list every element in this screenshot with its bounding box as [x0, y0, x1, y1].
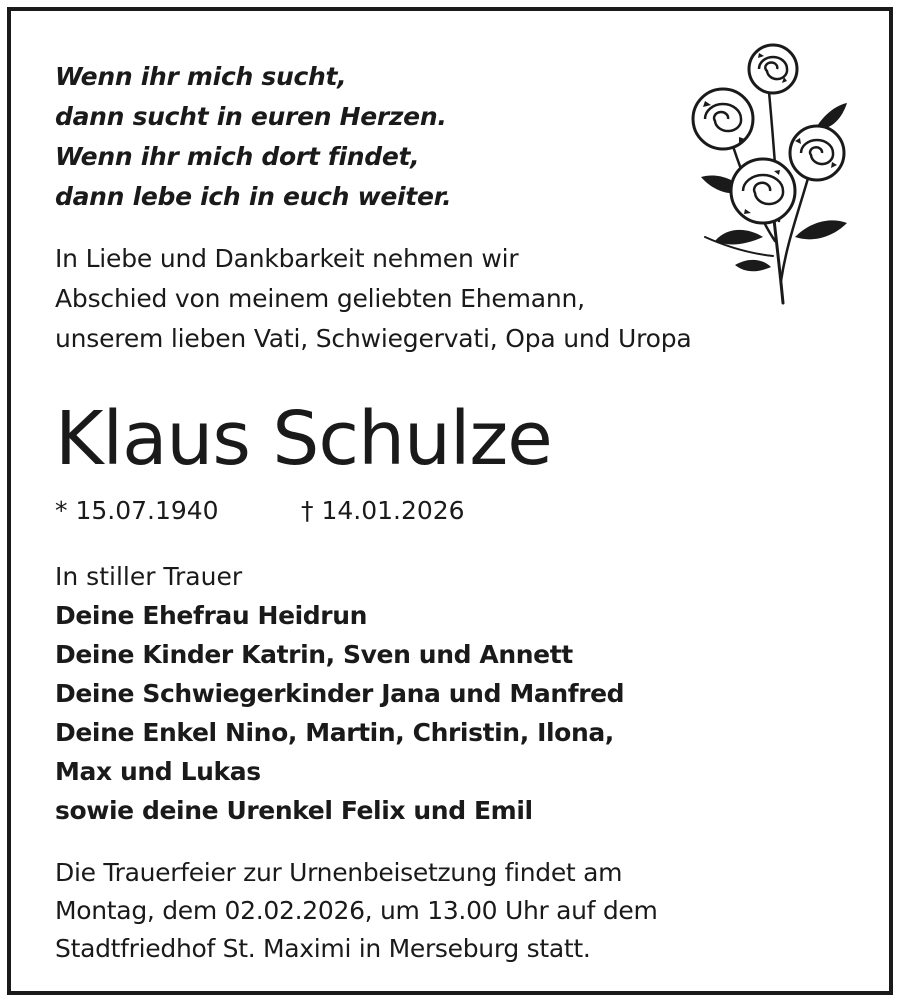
intro-line: unserem lieben Vati, Schwiegervati, Opa und Uropa — [55, 324, 692, 353]
roses-bouquet-icon — [675, 41, 857, 313]
intro-line: In Liebe und Dankbarkeit nehmen wir — [55, 244, 519, 273]
mourning-lead: In stiller Trauer — [55, 562, 243, 591]
intro-text — [55, 239, 692, 359]
service-line: Die Trauerfeier zur Urnenbeisetzung findet am — [55, 858, 623, 887]
service-line: Montag, dem 02.02.2026, um 13.00 Uhr auf dem — [55, 896, 658, 925]
deceased-name: Klaus Schulze — [55, 396, 552, 482]
mourner-line: sowie deine Urenkel Felix und Emil — [55, 796, 533, 825]
poem — [55, 57, 451, 217]
mourners-list — [55, 596, 624, 830]
poem-line: Wenn ihr mich sucht, — [55, 62, 347, 91]
mourner-line: Deine Kinder Katrin, Sven und Annett — [55, 640, 573, 669]
mourner-line: Max und Lukas — [55, 757, 261, 786]
death-date: † 14.01.2026 — [301, 496, 465, 525]
intro-line: Abschied von meinem geliebten Ehemann, — [55, 284, 585, 313]
birth-date: * 15.07.1940 — [55, 496, 219, 525]
obituary-frame — [7, 7, 893, 995]
mourner-line: Deine Enkel Nino, Martin, Christin, Ilona, — [55, 718, 614, 747]
service-line: Stadtfriedhof St. Maximi in Merseburg statt. — [55, 934, 591, 963]
life-dates — [55, 491, 465, 531]
poem-line: dann sucht in euren Herzen. — [55, 102, 447, 131]
mourner-line: Deine Schwiegerkinder Jana und Manfred — [55, 679, 625, 708]
funeral-service-info — [55, 854, 658, 968]
poem-line: dann lebe ich in euch weiter. — [55, 182, 452, 211]
poem-line: Wenn ihr mich dort findet, — [55, 142, 420, 171]
mourner-line: Deine Ehefrau Heidrun — [55, 601, 368, 630]
